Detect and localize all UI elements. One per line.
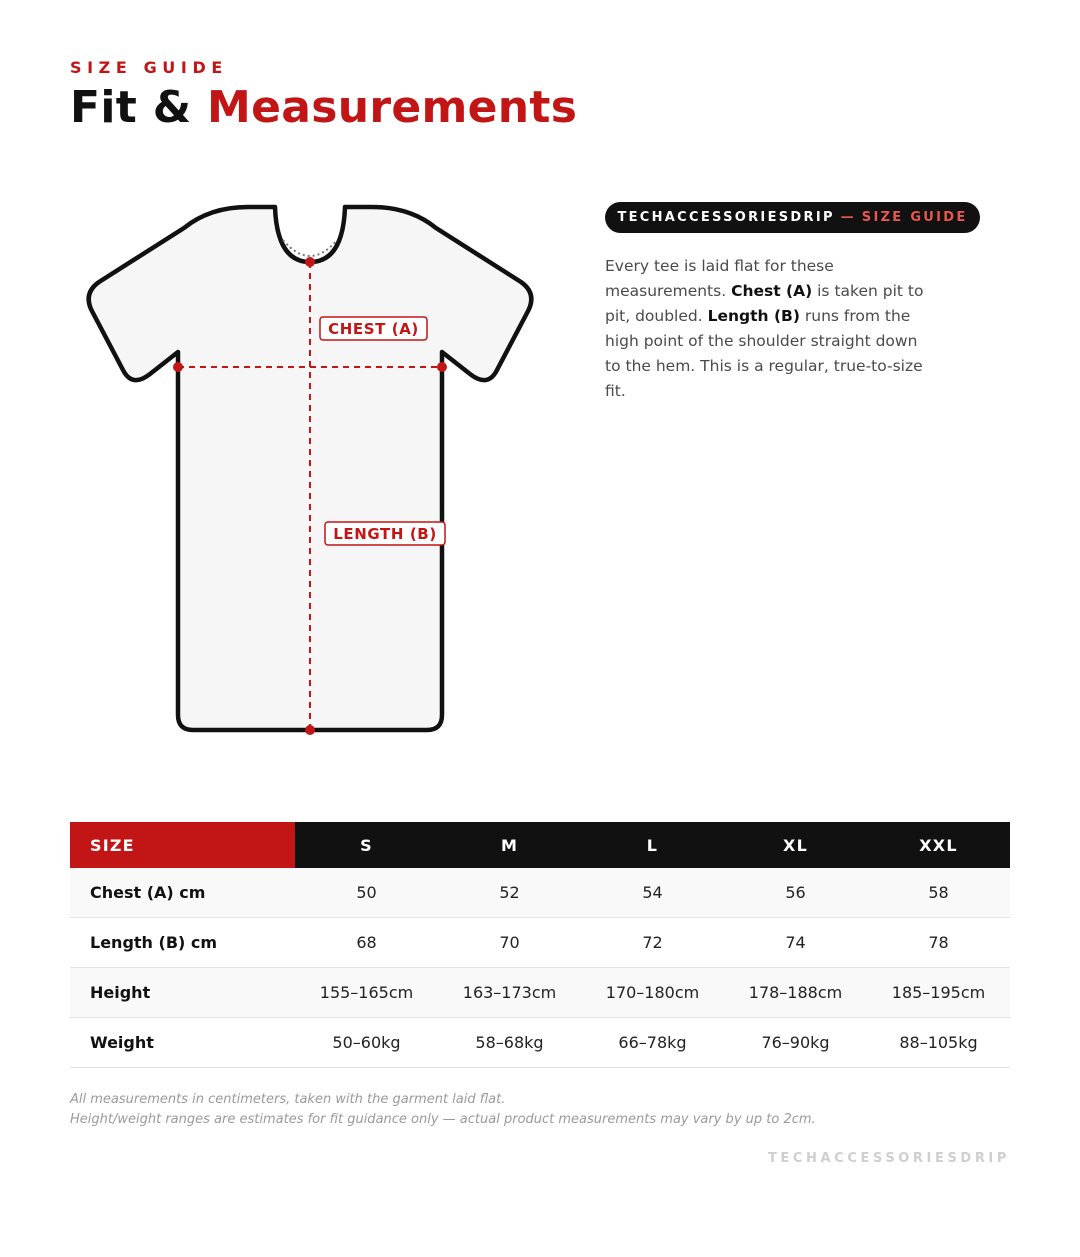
- description-text-2: is taken pit to pit, doubled.: [605, 282, 924, 325]
- length-term: Length (B): [707, 307, 800, 325]
- badge-separator: —: [840, 210, 856, 225]
- table-cell: 56: [724, 868, 867, 918]
- table-cell: 78: [867, 918, 1010, 968]
- size-header-xl: XL: [724, 822, 867, 868]
- table-cell: 68: [295, 918, 438, 968]
- length-bottom-dot: [305, 725, 315, 735]
- chest-left-dot: [173, 362, 183, 372]
- footnote-line-1: All measurements in centimeters, taken with the garment laid flat.: [70, 1092, 506, 1107]
- table-cell: 74: [724, 918, 867, 968]
- size-table: [70, 822, 1010, 1068]
- table-header-row: [70, 822, 1010, 868]
- table-row-chest: [70, 868, 1010, 918]
- size-header-m: M: [438, 822, 581, 868]
- fit-description: [605, 254, 930, 404]
- title-accent-text: Measurements: [206, 82, 578, 133]
- table-cell: 52: [438, 868, 581, 918]
- tshirt-diagram: [0, 0, 600, 780]
- table-cell: 185–195cm: [867, 968, 1010, 1018]
- badge-label-text: SIZE GUIDE: [861, 210, 968, 225]
- size-header-s: S: [295, 822, 438, 868]
- table-cell: 155–165cm: [295, 968, 438, 1018]
- chest-right-dot: [437, 362, 447, 372]
- table-cell: 178–188cm: [724, 968, 867, 1018]
- table-cell: 58: [867, 868, 1010, 918]
- length-label: LENGTH (B): [333, 525, 437, 543]
- row-label: Chest (A) cm: [70, 868, 295, 918]
- table-cell: 88–105kg: [867, 1018, 1010, 1068]
- table-cell: 54: [581, 868, 724, 918]
- size-column-header: SIZE: [70, 822, 295, 868]
- table-cell: 72: [581, 918, 724, 968]
- brand-badge: [605, 202, 980, 233]
- chest-term: Chest (A): [731, 282, 813, 300]
- table-cell: 76–90kg: [724, 1018, 867, 1068]
- row-label: Height: [70, 968, 295, 1018]
- badge-brand-text: TECHACCESSORIESDRIP: [617, 210, 835, 225]
- table-cell: 58–68kg: [438, 1018, 581, 1068]
- table-row-length: [70, 918, 1010, 968]
- table-cell: 50–60kg: [295, 1018, 438, 1068]
- footer-brand: TECHACCESSORIESDRIP: [767, 1151, 1010, 1166]
- row-label: Weight: [70, 1018, 295, 1068]
- eyebrow-label: SIZE GUIDE: [70, 58, 228, 77]
- footnote-line-2: Height/weight ranges are estimates for fit guidance only — actual product measurements may vary by up to 2cm.: [70, 1112, 816, 1127]
- description-text-3: runs from the high point of the shoulder straight down to the hem. This is a regular, true-to-size fit.: [605, 307, 923, 400]
- description-text-1: Every tee is laid flat for these measurements.: [605, 257, 834, 300]
- table-cell: 170–180cm: [581, 968, 724, 1018]
- table-row-weight: [70, 1018, 1010, 1068]
- chest-label: CHEST (A): [328, 320, 419, 338]
- row-label: Length (B) cm: [70, 918, 295, 968]
- length-top-dot: [305, 257, 315, 267]
- table-row-height: [70, 968, 1010, 1018]
- size-header-l: L: [581, 822, 724, 868]
- footnote: [70, 1090, 816, 1130]
- table-cell: 50: [295, 868, 438, 918]
- title-text: Fit &: [70, 82, 207, 133]
- table-cell: 66–78kg: [581, 1018, 724, 1068]
- table-cell: 70: [438, 918, 581, 968]
- size-header-xxl: XXL: [867, 822, 1010, 868]
- table-cell: 163–173cm: [438, 968, 581, 1018]
